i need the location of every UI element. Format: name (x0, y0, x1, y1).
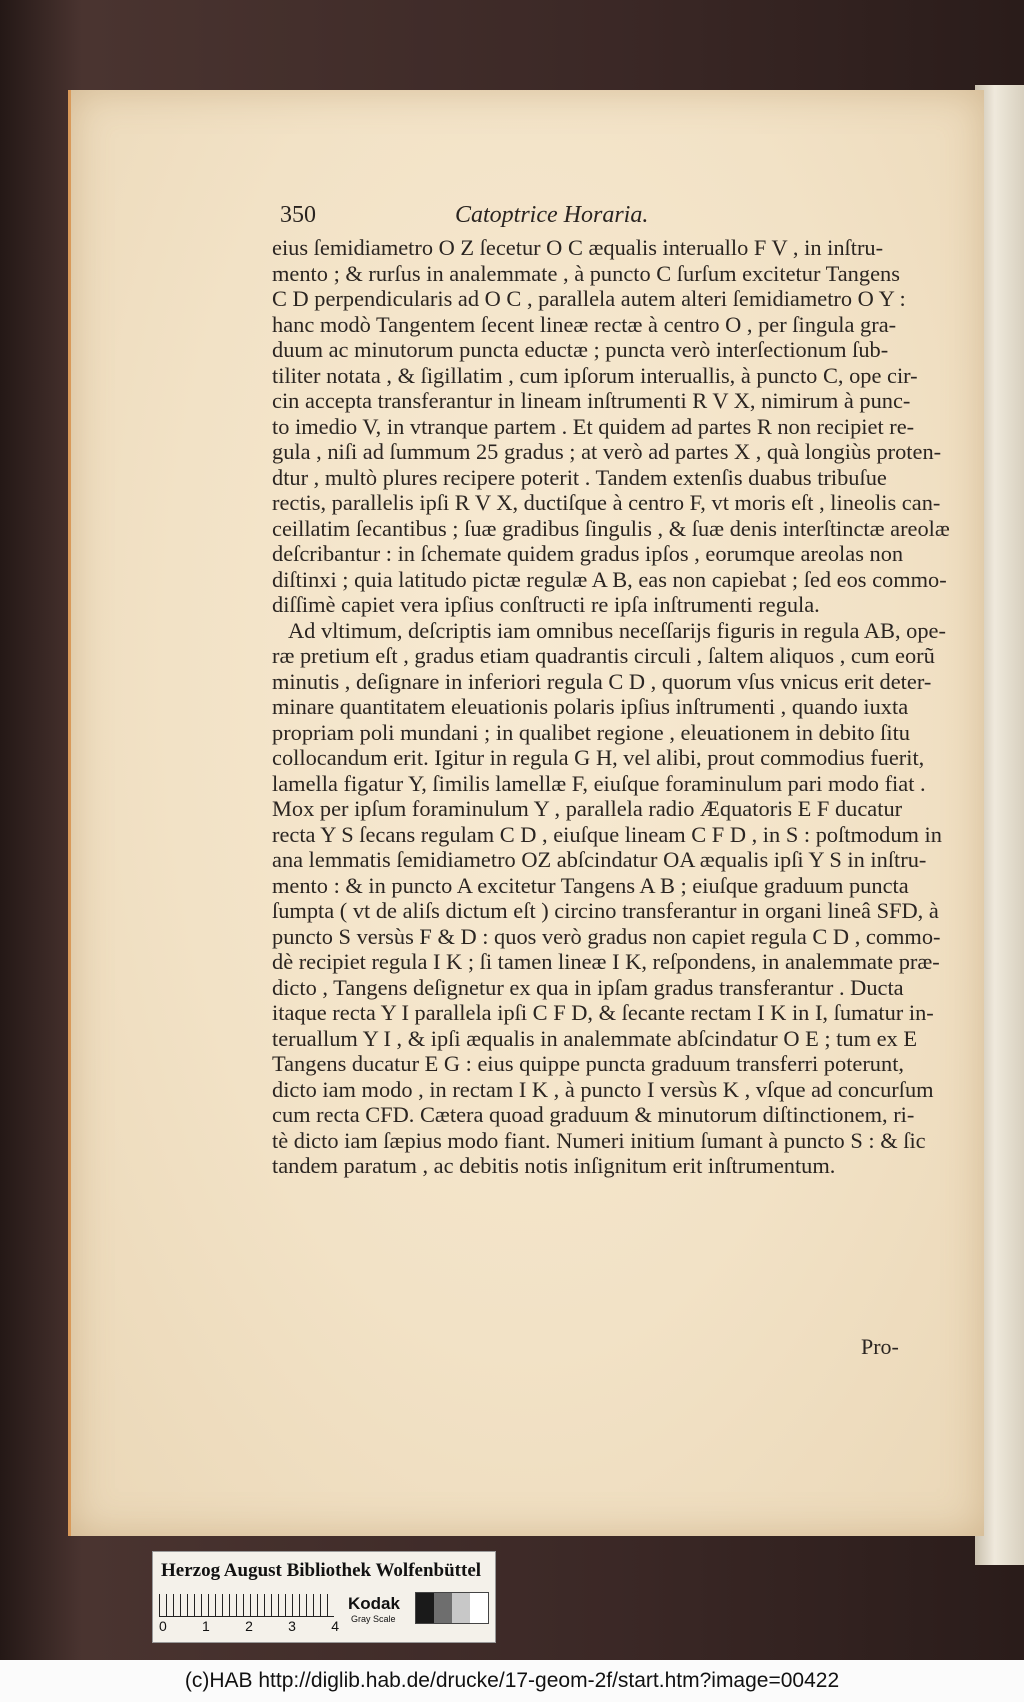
text-line: deſcribantur : in ſchemate quidem gradus ipſos , eorumque areolas non (272, 541, 904, 566)
text-line: dicto iam modo , in rectam I K , à puncto I versùs K , vſque ad concurſum (272, 1076, 934, 1102)
show-through-text (260, 1318, 660, 1358)
ruler-number: 1 (202, 1618, 210, 1634)
running-head (280, 202, 920, 232)
running-title: Catoptrice Horaria. (455, 202, 649, 228)
color-calibration-bar (152, 1551, 496, 1643)
text-line: Mox per ipſum foraminulum Y , parallela radio Æquatoris E F ducatur (272, 796, 903, 821)
text-line: propriam poli mundani ; in qualibet regione , eleuationem in debito ſitu (272, 719, 910, 745)
text-line: cum recta CFD. Cætera quoad graduum & minutorum diſtinctionem, ri- (272, 1102, 915, 1127)
text-line: rectis, parallelis ipſi R V X, ductiſque à centro F, vt moris eſt , lineolis can- (272, 490, 941, 515)
text-line: Ad vltimum, deſcriptis iam omnibus neceſſarijs figuris in regula AB, ope- (288, 617, 946, 643)
text-line: to imedio V, in vtranque partem . Et quidem ad partes R non recipiet re- (272, 413, 915, 439)
page-number: 350 (280, 202, 316, 228)
gray-patch (434, 1593, 452, 1623)
text-line: teruallum Y I , & ipſi æqualis in analemmate abſcindatur O E ; tum ex E (272, 1025, 918, 1051)
gray-patch (452, 1593, 470, 1623)
ruler-number: 4 (331, 1618, 339, 1634)
gray-patch (470, 1593, 488, 1623)
text-line: tè dicto iam ſæpius modo fiant. Numeri initium ſumant à puncto S : & ſic (272, 1127, 926, 1153)
text-line: ceillatim ſecantibus ; ſuæ gradibus ſingulis , & ſuæ denis interſtinctæ areolæ (272, 515, 950, 541)
text-line: ræ pretium eſt , gradus etiam quadrantis circuli , ſaltem aliquos , cum eorũ (272, 643, 935, 668)
ruler-number: 2 (245, 1618, 253, 1634)
text-line: dicto , Tangens deſignetur ex qua in ipſam gradus transferantur . Ducta (272, 974, 904, 1000)
body-text (272, 235, 950, 1179)
text-line: tiliter notata , & ſigillatim , cum ipſorum interuallis, à puncto C, ope cir- (272, 362, 918, 388)
text-line: diſtinxi ; quia latitudo pictæ regulæ A B, eas non capiebat ; ſed eos commo- (272, 566, 947, 592)
kodak-subtitle: Gray Scale (351, 1614, 396, 1624)
text-line: cin accepta transferantur in lineam inſtrumenti R V X, nimirum à punc- (272, 388, 911, 413)
text-line: itaque recta Y I parallela ipſi C F D, & ſecante rectam I K in I, ſumatur in- (272, 1000, 934, 1025)
text-line: ana lemmatis ſemidiametro OZ abſcindatur OA æqualis ipſi Y S in inſtru- (272, 847, 927, 872)
kodak-logo: Kodak (348, 1594, 400, 1613)
ruler-number: 3 (288, 1618, 296, 1634)
text-line: diſſimè capiet vera ipſius conſtructi re ipſa inſtrumenti regula. (272, 592, 820, 617)
text-line: hanc modò Tangentem ſecent lineæ rectæ à centro O , per ſingula gra- (272, 311, 897, 337)
text-line: mento : & in puncto A excitetur Tangens A B ; eiuſque graduum puncta (272, 872, 909, 898)
text-line: dè recipiet regula I K ; ſi tamen lineæ I K, reſpondens, in analemmate præ- (272, 949, 940, 974)
text-line: ſumpta ( vt de aliſs dictum eſt ) circino transferantur in organi lineâ SFD, à (272, 898, 939, 923)
text-line: puncto S versùs F & D : quos verò gradus non capiet regula C D , commo- (272, 923, 941, 949)
text-line: lamella figatur Y, ſimilis lamellæ F, eiuſque foraminulum pari modo fiat . (272, 770, 926, 796)
catchword: Pro- (861, 1334, 899, 1359)
text-line: gula , niſi ad ſummum 25 gradus ; at verò ad partes X , quà longiùs proten- (272, 439, 942, 464)
text-line: dtur , multò plures recipere poterit . Tandem extenſis duabus tribuſue (272, 464, 887, 490)
text-line: Tangens ducatur E G : eius quippe puncta graduum transferri poterunt, (272, 1051, 905, 1076)
library-name: Herzog August Bibliothek Wolfenbüttel (161, 1560, 482, 1581)
text-line: mento ; & rurſus in analemmate , à puncto C ſurſum excitetur Tangens (272, 260, 900, 286)
text-line: minutis , deſignare in inferiori regula C D , quorum vſus vnicus erit deter- (272, 668, 932, 694)
gray-patch (416, 1593, 434, 1623)
gray-scale-patches (415, 1592, 489, 1624)
ruler-scale (159, 1594, 334, 1617)
text-line: recta Y S ſecans regulam C D , eiuſque lineam C F D , in S : poſtmodum in (272, 821, 942, 847)
ruler-numbers (159, 1618, 339, 1634)
text-line: collocandum erit. Igitur in regula G H, vel alibi, prout commodius fuerit, (272, 745, 925, 770)
text-line: minare quantitatem eleuationis polaris ipſius inſtrumenti , quando iuxta (272, 694, 909, 719)
text-line: C D perpendicularis ad O C , parallela autem alteri ſemidiametro O Y : (272, 286, 906, 311)
copyright-url: (c)HAB http://diglib.hab.de/drucke/17-geom-2f/start.htm?image=00422 (0, 1660, 1024, 1702)
text-line: tandem paratum , ac debitis notis inſignitum erit inſtrumentum. (272, 1153, 836, 1178)
ruler-number: 0 (159, 1618, 167, 1634)
text-line: duum ac minutorum puncta eductæ ; puncta verò interſectionum ſub- (272, 337, 889, 362)
text-line: eius ſemidiametro O Z ſecetur O C æqualis interuallo F V , in inſtru- (272, 235, 884, 260)
